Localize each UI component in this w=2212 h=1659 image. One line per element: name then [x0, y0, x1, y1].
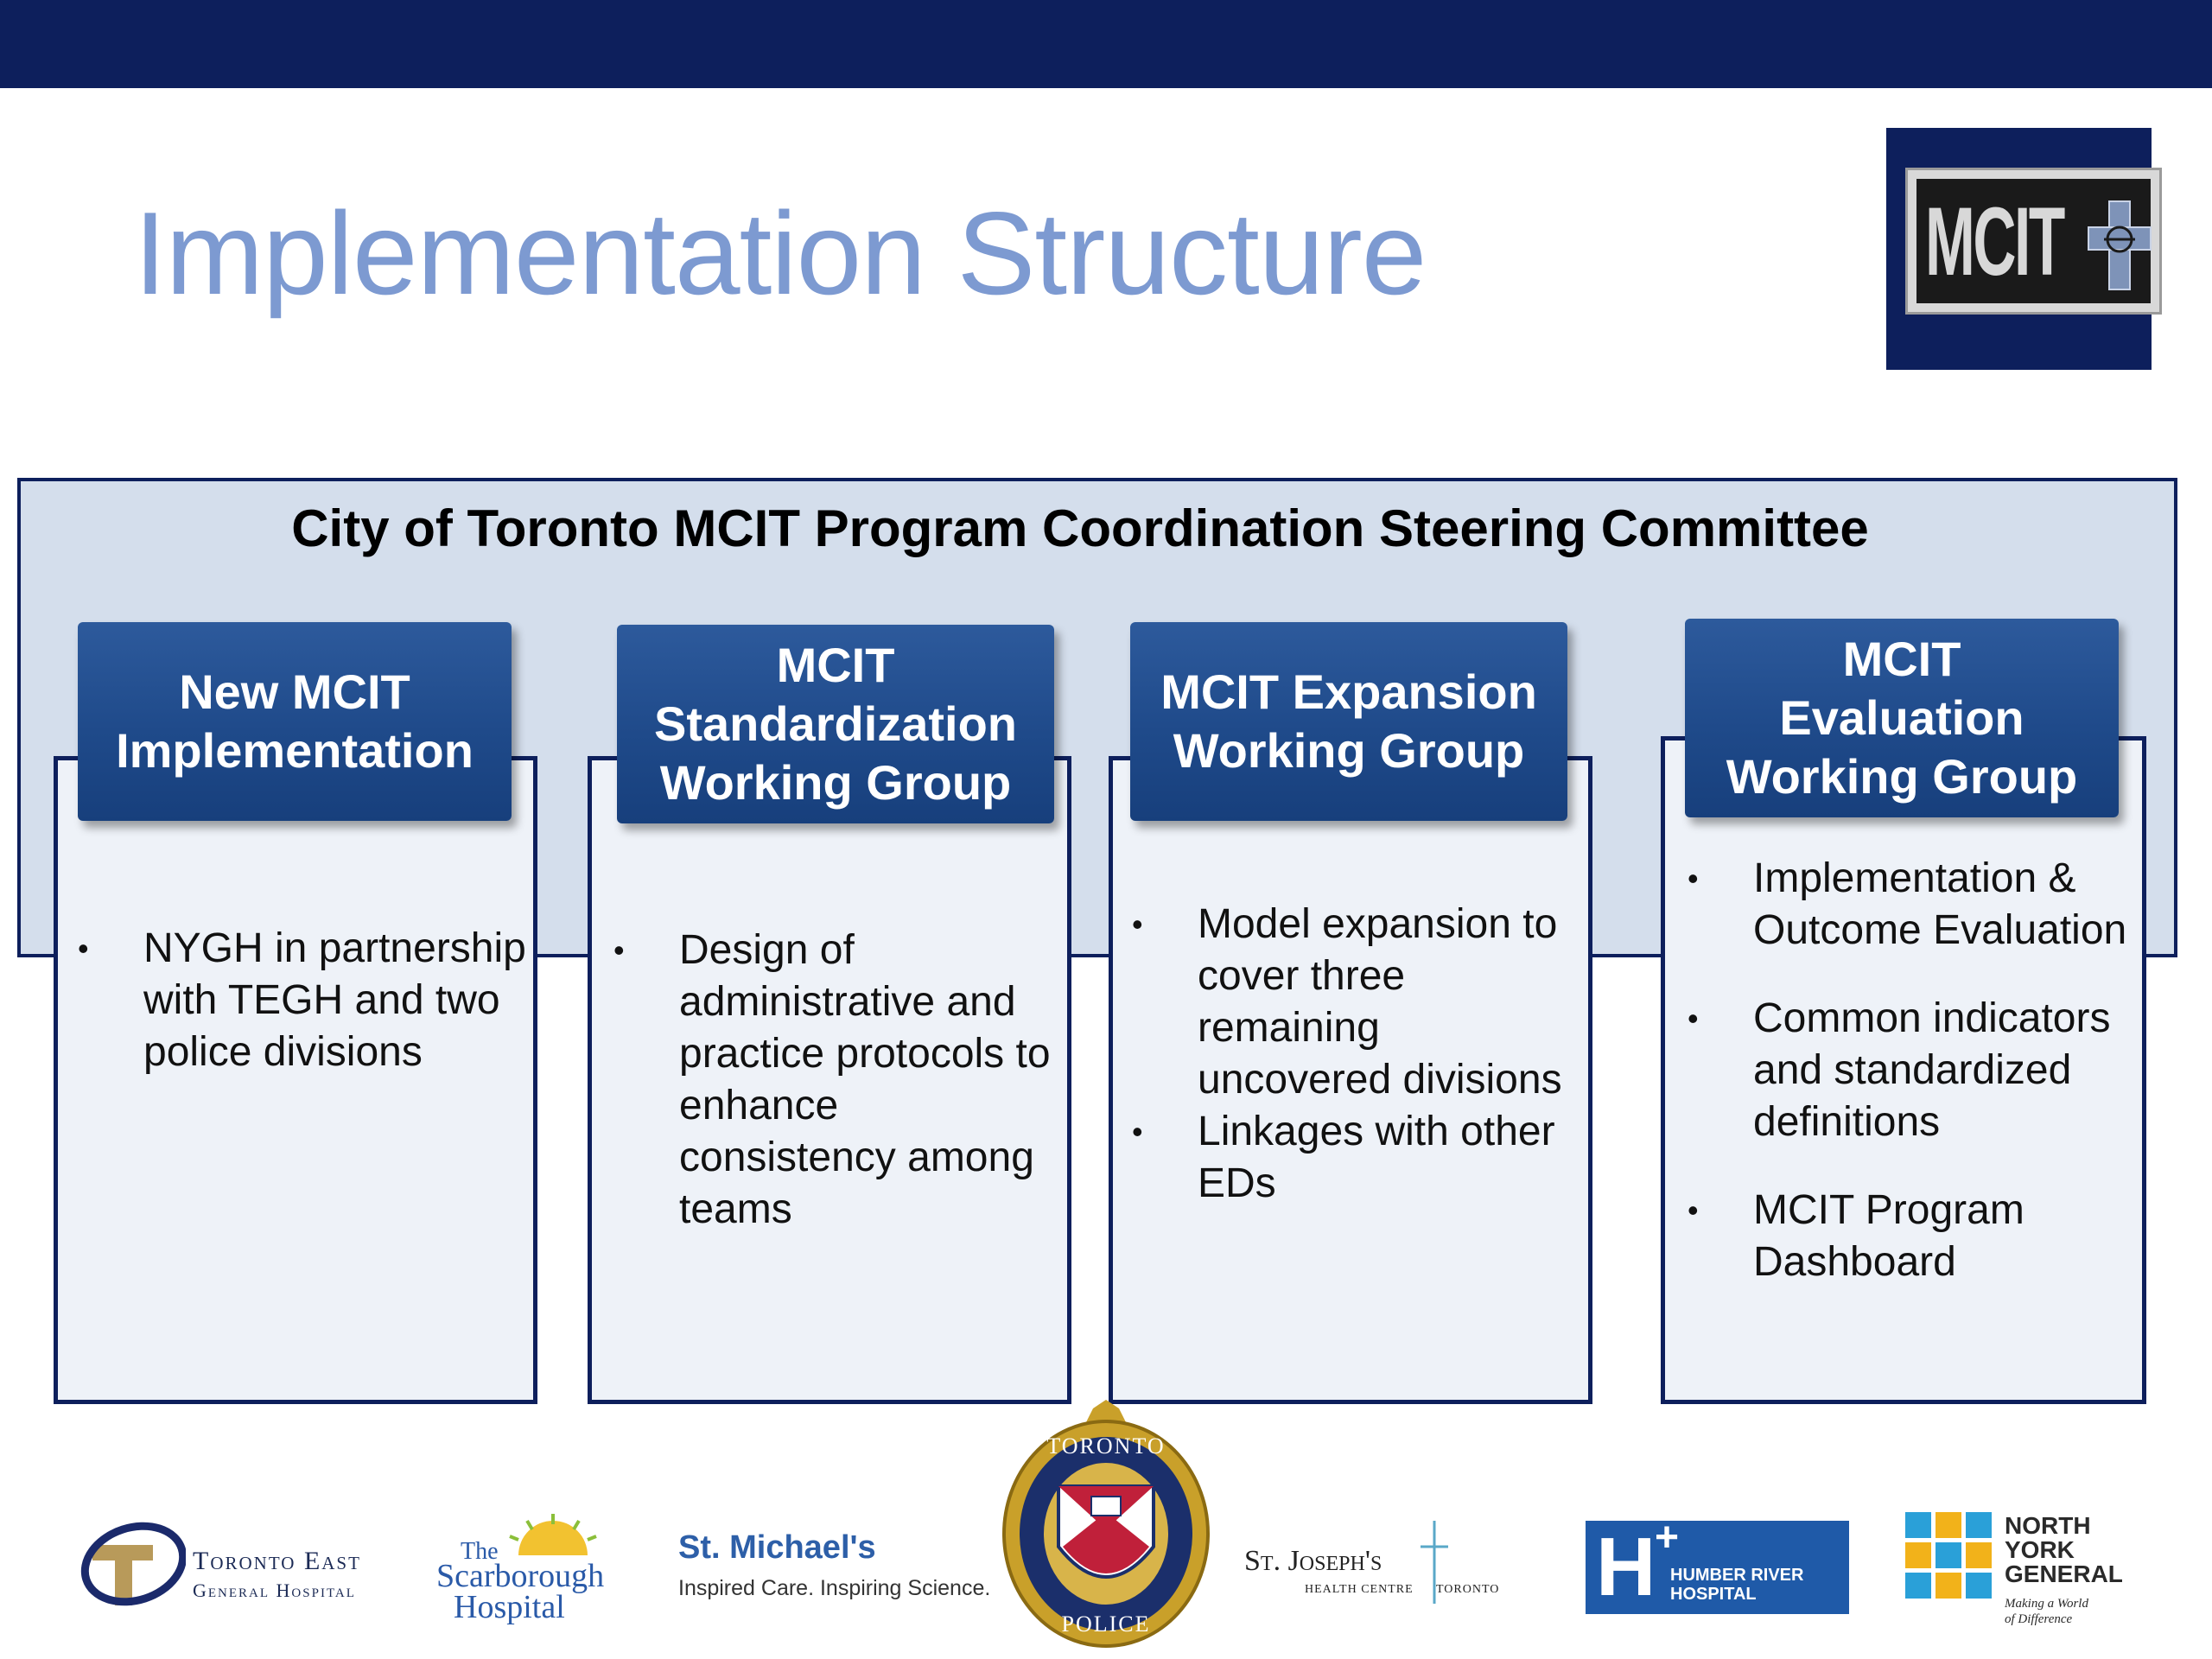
humber-plus-icon: +	[1655, 1515, 1680, 1560]
scarborough-hospital: Hospital	[454, 1589, 565, 1625]
st-michaels-name: St. Michael's	[678, 1529, 876, 1566]
partner-logos-row	[0, 1400, 2212, 1659]
st-michaels-logo	[678, 1529, 1007, 1607]
st-josephs-name: St. Joseph's	[1244, 1545, 1382, 1577]
list-item: • Linkages with other EDs	[1132, 1106, 1581, 1210]
nygh-line2: YORK	[2005, 1536, 2075, 1563]
nygh-grid-icon	[1905, 1512, 1992, 1599]
nygh-tagline1: Making a World	[2005, 1597, 2088, 1611]
scarborough-name: Scarborough	[436, 1558, 605, 1594]
top-banner	[0, 0, 2212, 88]
st-josephs-city: TORONTO	[1436, 1583, 1500, 1596]
medical-cross-icon	[2085, 198, 2154, 293]
nygh-line1: NORTH	[2005, 1512, 2091, 1539]
list-item: • NYGH in partnership with TEGH and two police divisions	[78, 923, 527, 1078]
list-item: • Model expansion to cover three remaining uncovered divisions	[1132, 899, 1581, 1106]
humber-name-line1: HUMBER RIVER	[1670, 1566, 1804, 1585]
st-michaels-tagline: Inspired Care. Inspiring Science.	[678, 1576, 991, 1600]
tegh-emblem-icon	[73, 1512, 186, 1616]
steering-committee-title: City of Toronto MCIT Program Coordination Steering Committee	[291, 499, 1869, 557]
list-item: • MCIT Program Dashboard	[1688, 1185, 2137, 1288]
sun-icon	[501, 1512, 605, 1564]
list-item: • Implementation & Outcome Evaluation	[1688, 853, 2137, 957]
humber-name-line2: HOSPITAL	[1670, 1585, 1757, 1604]
tegh-name-line2: General Hospital	[193, 1580, 356, 1601]
nygh-tagline2: of Difference	[2005, 1612, 2073, 1626]
group-header-standardization: MCIT Standardization Working Group	[617, 625, 1054, 823]
police-badge-icon	[998, 1400, 1214, 1650]
tegh-logo	[73, 1512, 385, 1616]
tegh-name-line1: Toronto East	[193, 1547, 361, 1575]
humber-h-icon: H	[1596, 1521, 1656, 1613]
nygh-logo	[1905, 1512, 2130, 1650]
st-josephs-sub: HEALTH CENTRE	[1305, 1583, 1414, 1596]
st-josephs-logo	[1244, 1521, 1521, 1607]
mcit-logo	[1886, 128, 2152, 370]
scarborough-logo	[436, 1512, 635, 1624]
group-bullets-evaluation	[1688, 853, 2137, 1288]
nygh-line3: GENERAL	[2005, 1560, 2123, 1587]
group-bullets-expansion	[1132, 899, 1581, 1210]
humber-river-logo	[1586, 1515, 1849, 1614]
group-panel-new-implementation	[54, 756, 537, 1404]
list-item: • Common indicators and standardized definitions	[1688, 993, 2137, 1148]
police-top-text: TORONTO	[1046, 1433, 1166, 1459]
group-header-evaluation: MCIT Evaluation Working Group	[1685, 619, 2119, 817]
group-bullets-new-implementation	[78, 923, 527, 1078]
mcit-logo-plate	[1905, 168, 2162, 315]
mcit-logo-text: MCIT	[1925, 188, 2063, 296]
toronto-police-crest	[998, 1400, 1214, 1650]
police-bottom-text: POLICE	[1061, 1611, 1151, 1637]
page-title: Implementation Structure	[134, 188, 1427, 319]
group-header-new-implementation: New MCIT Implementation	[78, 622, 512, 821]
group-bullets-standardization	[613, 925, 1063, 1236]
scarborough-the: The	[461, 1538, 499, 1565]
group-header-expansion: MCIT Expansion Working Group	[1130, 622, 1567, 821]
list-item: • Design of administrative and practice protocols to enhance consistency among teams	[613, 925, 1063, 1236]
